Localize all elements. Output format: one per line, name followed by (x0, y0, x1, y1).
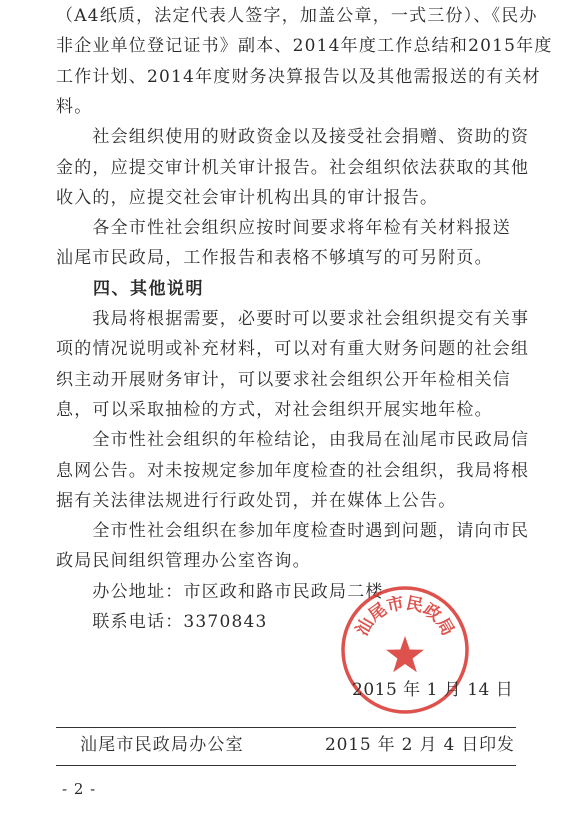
body-line: 金的，应提交审计机关审计报告。社会组织依法获取的其他 (56, 158, 530, 178)
footer-office: 汕尾市民政局办公室 (80, 735, 244, 755)
footer-print-date: 2015 年 2 月 4 日印发 (325, 735, 515, 755)
body-line: 收入的，应提交社会审计机构出具的审计报告。 (56, 188, 439, 208)
seal-character: 民 (404, 593, 425, 617)
seal-character: 政 (419, 599, 445, 626)
body-line: 织主动开展财务审计，可以要求社会组织公开年检相关信 (56, 370, 511, 390)
seal-character: 汕 (352, 614, 379, 640)
body-line: 全市性社会组织在参加年度检查时遇到问题，请向市民 (56, 521, 530, 541)
body-line: 全市性社会组织的年检结论，由我局在汕尾市民政局信 (56, 430, 530, 450)
body-line: 汕尾市民政局，工作报告和表格不够填写的可另附页。 (56, 248, 493, 268)
footer-bottom-rule (56, 765, 516, 766)
body-line: 政局民间组织管理办公室咨询。 (56, 551, 311, 571)
seal-character: 尾 (365, 599, 391, 626)
body-line: 息网公告。对未按规定参加年度检查的社会组织，我局将根 (56, 461, 530, 481)
body-line: 据有关法律法规进行行政处罚，并在媒体上公告。 (56, 491, 457, 511)
body-line: 非企业单位登记证书》副本、2014年度工作总结和2015年度 (56, 36, 553, 56)
body-line: 各全市性社会组织应按时间要求将年检有关材料报送 (56, 218, 511, 238)
section-heading: 四、其他说明 (56, 279, 204, 299)
body-line: 社会组织使用的财政资金以及接受社会捐赠、资助的资 (56, 127, 530, 147)
contact-phone: 联系电话：3370843 (56, 612, 268, 632)
page-number: - 2 - (62, 780, 97, 798)
body-line: 我局将根据需要，必要时可以要求社会组织提交有关事 (56, 309, 530, 329)
body-line: 息，可以采取抽检的方式，对社会组织开展实地年检。 (56, 400, 493, 420)
seal-character: 局 (431, 614, 458, 640)
seal-character: 市 (385, 593, 406, 617)
office-address: 办公地址：市区政和路市民政局二楼 (56, 582, 384, 602)
body-line: 工作计划、2014年度财务决算报告以及其他需报送的有关材 (56, 67, 541, 87)
seal-star (386, 636, 424, 672)
body-line: 料。 (56, 97, 93, 117)
body-line: 项的情况说明或补充材料，可以对有重大财务问题的社会组 (56, 339, 530, 359)
body-line: （A4纸质，法定代表人签字，加盖公章，一式三份）、《民办 (56, 6, 538, 26)
footer-top-rule (56, 727, 516, 728)
issue-date: 2015 年 1 月 14 日 (352, 680, 514, 700)
